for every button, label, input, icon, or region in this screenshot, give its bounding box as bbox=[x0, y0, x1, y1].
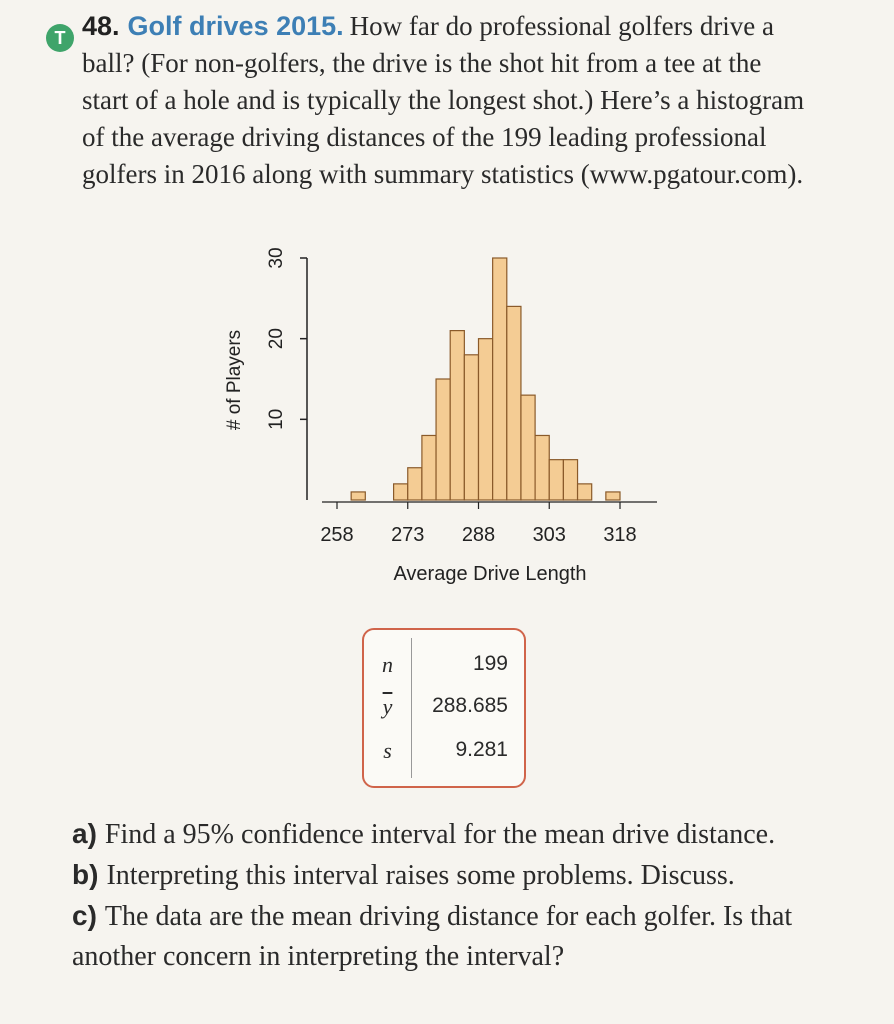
summary-stats-table bbox=[362, 628, 526, 788]
part-c-label: c) bbox=[72, 900, 97, 931]
histogram-bar bbox=[578, 484, 592, 500]
histogram-bar bbox=[507, 306, 521, 500]
histogram-bar bbox=[464, 355, 478, 500]
stats-symbol-s: s bbox=[383, 738, 392, 763]
problem-title: Golf drives 2015. bbox=[127, 11, 344, 41]
histogram-bar bbox=[436, 379, 450, 500]
part-c bbox=[72, 896, 852, 977]
part-b-label: b) bbox=[72, 859, 99, 890]
part-a-label: a) bbox=[72, 818, 97, 849]
histogram-bar bbox=[606, 492, 620, 500]
problem-number: 48. bbox=[82, 11, 120, 41]
y-tick-label: 10 bbox=[266, 408, 287, 430]
question-parts bbox=[72, 814, 852, 977]
stats-divider bbox=[411, 638, 412, 778]
histogram-bar bbox=[549, 460, 563, 500]
stats-value-sd: 9.281 bbox=[455, 738, 508, 761]
stats-value-mean: 288.685 bbox=[432, 694, 508, 717]
part-a-text: Find a 95% confidence interval for the mean drive distance. bbox=[104, 819, 776, 850]
problem-badge-icon: T bbox=[46, 24, 74, 52]
histogram-bar bbox=[394, 484, 408, 500]
part-a bbox=[72, 814, 852, 855]
histogram-bar bbox=[493, 258, 507, 500]
x-axis-label: Average Drive Length bbox=[393, 563, 587, 585]
part-b bbox=[72, 855, 852, 896]
stats-symbol-ybar: $\overline{y}$ bbox=[382, 694, 393, 719]
y-tick-label: 30 bbox=[266, 247, 287, 269]
stats-symbol-n: n bbox=[382, 652, 393, 677]
part-b-text: Interpreting this interval raises some problems. Discuss. bbox=[106, 860, 735, 891]
x-tick-label: 318 bbox=[603, 524, 637, 546]
histogram-bar bbox=[422, 435, 436, 500]
y-axis-label: # of Players bbox=[224, 329, 245, 431]
problem-body: How far do professional golfers drive a ball? (For non-golfers, the drive is the shot hit from a tee at the start of a hole and is typically the longest shot.) Here’s a histogram of the average driving distances of the 199 leading professional golfers in 2016 along with summary statistics (www.pgatour.com). bbox=[82, 11, 805, 189]
histogram-bar bbox=[535, 435, 549, 500]
part-c-text: The data are the mean driving distance for each golfer. Is that another concern in interpreting the interval? bbox=[72, 901, 793, 972]
histogram-bar bbox=[351, 492, 365, 500]
x-tick-label: 273 bbox=[391, 524, 425, 546]
x-tick-label: 303 bbox=[532, 524, 566, 546]
histogram-bar bbox=[563, 460, 577, 500]
histogram-bar bbox=[408, 468, 422, 500]
x-tick-label: 258 bbox=[320, 524, 354, 546]
x-tick-label: 288 bbox=[461, 524, 496, 546]
y-tick-label: 20 bbox=[266, 328, 287, 350]
histogram-bar bbox=[479, 339, 493, 500]
histogram-bar bbox=[521, 395, 535, 500]
stats-value-n: 199 bbox=[472, 652, 508, 675]
histogram-bar bbox=[450, 331, 464, 500]
